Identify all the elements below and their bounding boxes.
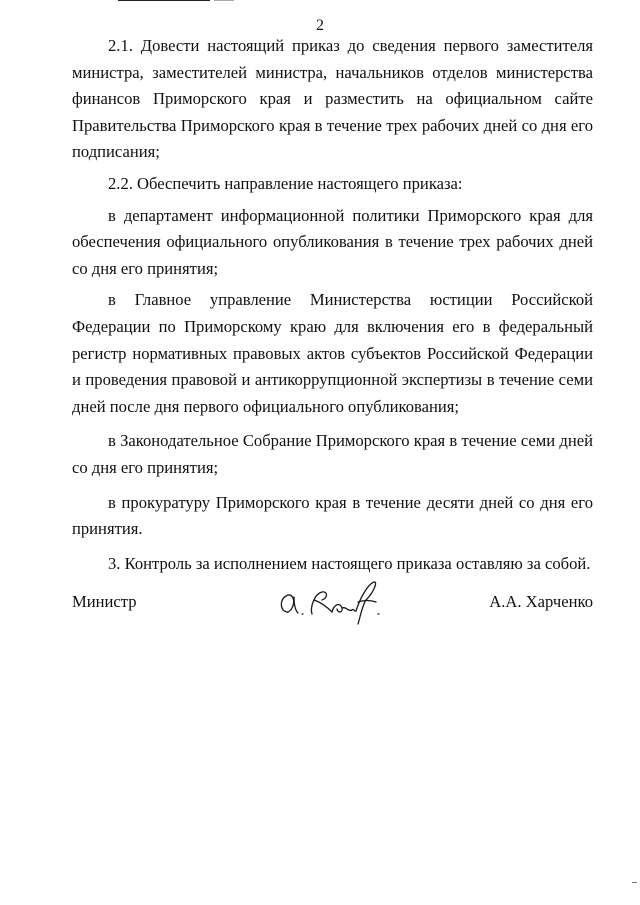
header-rule	[118, 0, 210, 1]
signatory-title: Министр	[72, 592, 137, 611]
page-number: 2	[316, 17, 324, 34]
paragraph-2-2: 2.2. Обеспечить направление настоящего приказа:	[108, 173, 463, 193]
signature-block	[72, 592, 593, 622]
handwritten-signature	[274, 578, 394, 626]
paragraph-2-1: 2.1. Довести настоящий приказ до сведения первого заместителя министра, заместителей министра, начальников отделов министерства финансов Приморского края и разместить на официальном сайте Правительства Приморского края в течение трех рабочих дней со дня его подписания;	[72, 36, 593, 162]
paragraph-prosecutor: в прокуратуру Приморского края в течение десяти дней со дня его принятия.	[72, 492, 593, 539]
signatory-name: А.А. Харченко	[489, 592, 593, 611]
paragraph-control: 3. Контроль за исполнением настоящего приказа оставляю за собой.	[108, 553, 591, 573]
document-body	[72, 33, 593, 577]
edge-mark	[632, 882, 637, 883]
paragraph-legislative-assembly: в Законодательное Собрание Приморского края в течение семи дней со дня его принятия;	[72, 431, 593, 477]
paragraph-ministry-justice: в Главное управление Министерства юстиции Российской Федерации по Приморскому краю для включения его в федеральный регистр нормативных правовых актов субъектов Российской Федерации и проведения правовой и антикоррупционной экспертизы в течение семи дней после дня первого официального опубликования;	[72, 290, 593, 416]
paragraph-info-policy: в департамент информационной политики Приморского края для обеспечения официального опубликования в течение трех рабочих дней со дня его принятия;	[72, 205, 593, 278]
header-rule-fragment	[214, 0, 234, 1]
